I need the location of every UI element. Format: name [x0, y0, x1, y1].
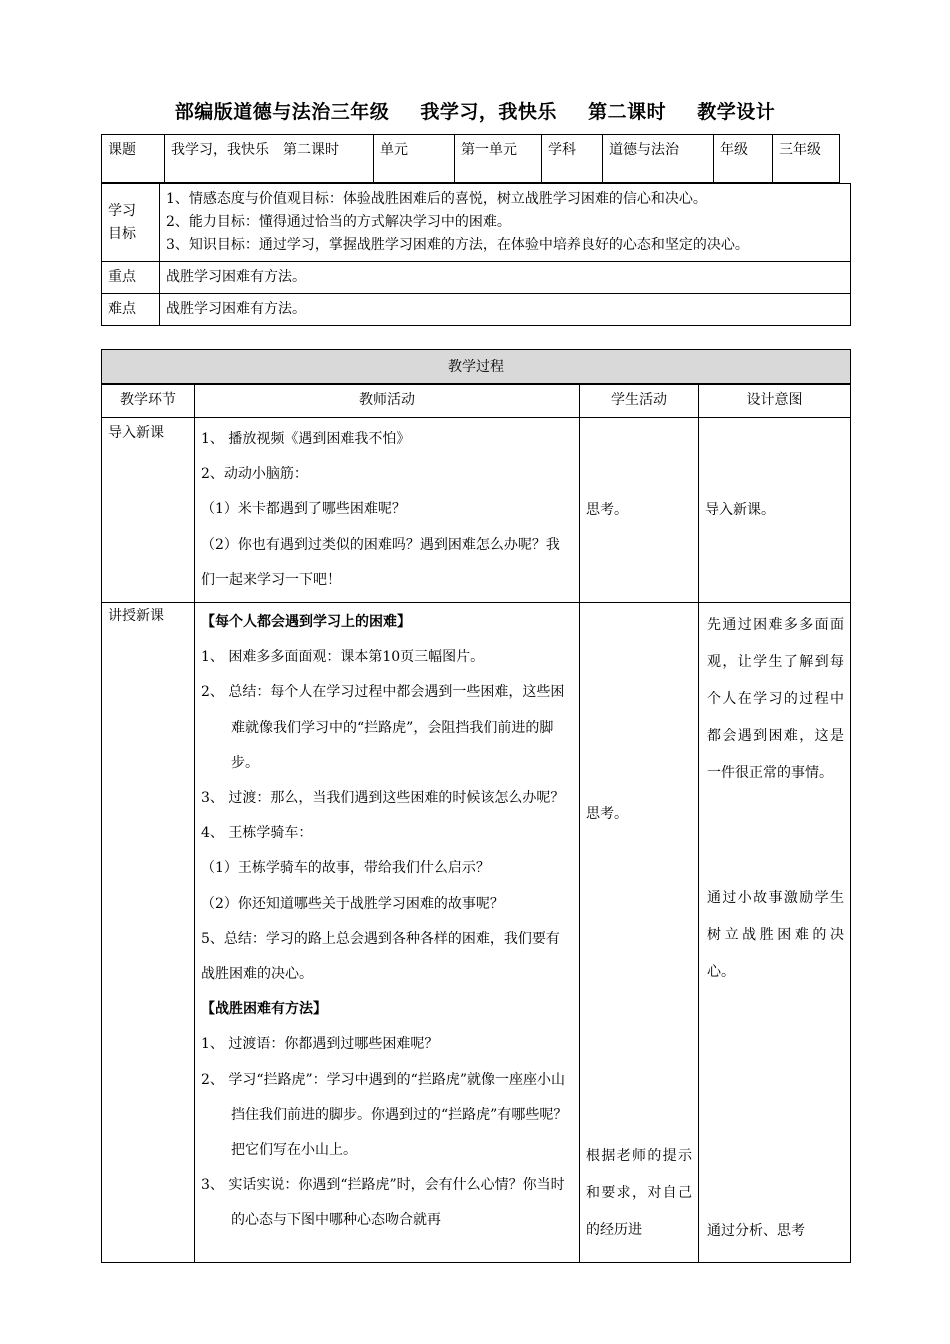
section-heading: 【每个人都会遇到学习上的困难】: [201, 614, 411, 631]
unit-value: 第一单元: [455, 135, 542, 183]
grade-value: 三年级: [773, 135, 840, 183]
header-teacher: 教师活动: [195, 384, 580, 418]
goals-label: 学习 目标: [102, 184, 160, 262]
lesson-student-1: 思考。: [586, 806, 628, 823]
topic-value: 我学习，我快乐 第二课时: [165, 135, 374, 183]
title-lesson: 我学习，我快乐: [420, 101, 557, 123]
intro-teacher: 1、 播放视频《遇到困难我不怕》 2、动动小脑筋： （1）米卡都遇到了哪些困难呢？ （2）你也有遇到过类似的困难吗？遇到困难怎么办呢？我们一起来学习一下吧！: [195, 418, 580, 603]
page-title: [0, 97, 950, 124]
header-student: 学生活动: [580, 384, 699, 418]
title-period: 第二课时: [588, 101, 667, 123]
lesson-intent-1: 先通过困难多多面面观，让学生了解到每个人在学习的过程中都会遇到困难，这是一件很正常的事情。: [707, 617, 844, 782]
lesson-stage: 讲授新课: [102, 603, 195, 1263]
intro-intent: 导入新课。: [699, 418, 851, 603]
lesson-intent-3: 通过分析、思考: [707, 1223, 805, 1240]
process-title: 教学过程: [102, 350, 851, 385]
goal-item: 2、能力目标：懂得通过恰当的方式解决学习中的困难。: [166, 214, 511, 230]
goal-item: 3、知识目标：通过学习，掌握战胜学习困难的方法，在体验中培养良好的心态和坚定的决心。: [166, 237, 749, 253]
process-table: [101, 383, 851, 1263]
goals-table: [101, 183, 851, 326]
lesson-teacher: 【每个人都会遇到学习上的困难】 1、 困难多多面面观：课本第10页三幅图片。 2、 总结：每个人在学习过程中都会遇到一些困难，这些困难就像我们学习中的“拦路虎”，会阻挡我们前进的脚步。 3、 过渡：那么，当我们遇到这些困难的时候该怎么办呢？ 4、 王栋学骑车： （1）王栋学骑车的故事，带给我们什么启示？ （2）你还知道哪些关于战胜学习困难的故事呢？ 5、总结：学习的路上总会遇到各种各样的困难，我们要有战胜困难的决心。 【战胜困难有方法】 1、 过渡语：你都遇到过哪些困难呢？ 2、 学习“拦路虎”：学习中遇到的“拦路虎”就像一座座小山挡住我们前进的脚步。你遇到过的“拦路虎”有哪些呢？把它们写在小山上。 3、 实话实说：你遇到“拦路虎”时，会有什么心情？你当时的心态与下图中哪种心态吻合就再: [195, 603, 580, 1263]
lesson-intent: [699, 603, 851, 1263]
key-point-value: 战胜学习困难有方法。: [160, 262, 851, 294]
title-grade: 部编版道德与法治三年级: [174, 101, 390, 123]
key-point-label: 重点: [102, 262, 160, 294]
subject-label: 学科: [542, 135, 603, 183]
topic-label: 课题: [102, 135, 165, 183]
difficulty-label: 难点: [102, 294, 160, 326]
header-intent: 设计意图: [699, 384, 851, 418]
difficulty-value: 战胜学习困难有方法。: [160, 294, 851, 326]
goals-list: [160, 184, 851, 262]
header-stage: 教学环节: [102, 384, 195, 418]
subject-value: 道德与法治: [603, 135, 714, 183]
process-title-table: [101, 349, 851, 385]
intro-stage: 导入新课: [102, 418, 195, 603]
unit-label: 单元: [374, 135, 455, 183]
lesson-intent-2: 通过小故事激励学生树立战胜困难的决心。: [707, 890, 844, 981]
lesson-student: [580, 603, 699, 1263]
intro-student: 思考。: [580, 418, 699, 603]
goal-item: 1、情感态度与价值观目标：体验战胜困难后的喜悦，树立战胜学习困难的信心和决心。: [166, 191, 707, 207]
section-heading: 【战胜困难有方法】: [201, 1001, 327, 1018]
info-table: [101, 134, 840, 183]
grade-label: 年级: [714, 135, 773, 183]
lesson-student-2: 根据老师的提示和要求，对自己的经历进: [586, 1148, 692, 1239]
title-design: 教学设计: [697, 101, 776, 123]
